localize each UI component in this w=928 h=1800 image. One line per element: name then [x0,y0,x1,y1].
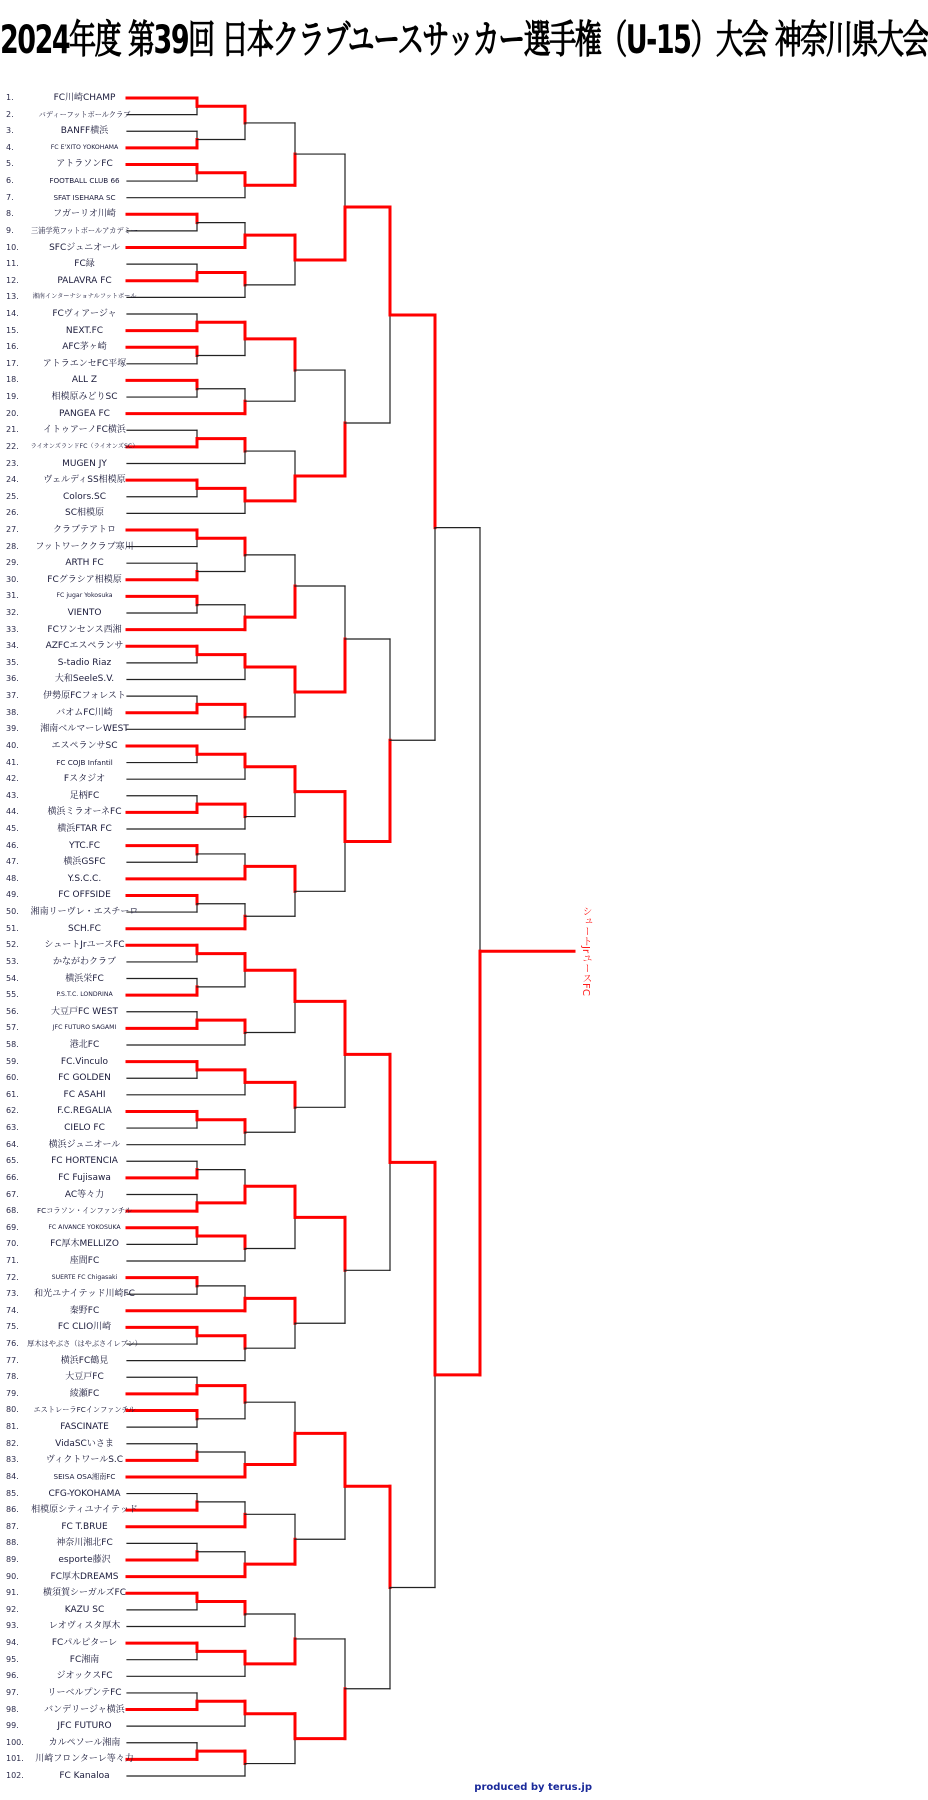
team-name: FCヴィアージャ [52,308,117,319]
team-number: 13. [6,292,19,302]
team-name: FCワンセンス西湘 [47,624,122,635]
team-number: 22. [6,441,19,451]
team-name: AC等々力 [64,1189,105,1200]
team-number: 36. [6,674,19,684]
team-name: NEXT.FC [65,325,104,336]
team-name: FASCINATE [60,1422,109,1433]
team-number: 21. [6,425,19,435]
team-number: 91. [6,1588,19,1598]
team-name: CFG-YOKOHAMA [48,1488,121,1499]
team-number: 33. [6,624,19,634]
team-number: 55. [6,990,19,1000]
team-name: Y.S.C.C. [67,873,102,884]
team-name: 三浦学苑フットボールアカデミー [30,225,139,235]
team-number: 102. [6,1771,24,1780]
team-name: VIENTO [67,608,102,619]
team-name: SC相模原 [65,508,104,519]
team-number: 93. [6,1621,19,1631]
team-name: バディーフットボールクラブ [38,109,131,119]
team-number: 72. [6,1272,19,1282]
team-number: 47. [6,857,19,867]
team-number: 18. [6,375,19,385]
team-name: CIELO FC [64,1123,105,1134]
team-name: 横須賀シーガルズFC [42,1588,126,1599]
team-number: 79. [6,1388,19,1398]
team-name: 大和SeeleS.V. [54,674,115,685]
team-number: 41. [6,757,19,767]
team-name: AZFCエスペランサ [45,641,124,652]
team-name: アトラソンFC [56,159,113,170]
team-number: 89. [6,1555,19,1565]
team-number: 28. [6,541,19,551]
team-name: レオヴィスタ厚木 [48,1621,121,1632]
team-name: 港北FC [69,1039,100,1050]
team-name: クラブテアトロ [52,524,116,535]
team-name: FC jugar Yokosuka [56,592,113,600]
team-name: FCグラシア相模原 [47,574,122,585]
team-number: 40. [6,740,19,750]
team-number: 4. [6,142,14,152]
team-number: 25. [6,491,19,501]
team-name: 川崎フロンターレ等々力 [35,1754,134,1765]
team-number: 38. [6,707,19,717]
team-name: BANFF横浜 [60,126,109,137]
team-number: 53. [6,956,19,966]
team-number: 39. [6,724,19,734]
team-number: 2. [6,109,14,119]
credit-text: produced by terus.jp [474,1782,592,1793]
team-name: P.S.T.C. LONDRINA [56,991,113,999]
team-number: 45. [6,824,19,833]
team-number: 31. [6,591,19,601]
team-name: FC T.BRUE [61,1521,108,1532]
team-number: 94. [6,1638,19,1648]
team-number: 58. [6,1039,19,1049]
team-name: 横浜FTAR FC [57,824,112,834]
team-name: 神奈川湘北FC [56,1538,113,1549]
team-name: FC COJB Infantil [56,757,113,767]
page-title: 2024年度 第39回 日本クラブユースサッカー選手権（U-15）大会 神奈川県大会 [0,18,928,64]
team-number: 78. [6,1372,19,1382]
team-number: 60. [6,1073,19,1083]
team-number: 70. [6,1239,19,1249]
team-name: 大豆戸FC WEST [50,1006,119,1017]
team-number: 23. [6,458,19,468]
team-number: 64. [6,1139,19,1149]
team-number: 34. [6,641,19,651]
team-name: FC CLIO川崎 [57,1322,112,1333]
team-name: 座間FC [69,1255,100,1266]
team-name: 横浜GSFC [63,857,106,868]
team-name: FC OFFSIDE [58,890,111,901]
team-number: 16. [6,342,19,352]
team-name: FC厚木MELLIZO [50,1239,119,1250]
team-number: 74. [6,1305,19,1315]
team-number: 20. [6,408,19,418]
team-name: KAZU SC [64,1604,105,1615]
team-number: 11. [6,259,19,269]
team-number: 14. [6,308,19,318]
team-number: 51. [6,923,19,933]
team-number: 62. [6,1106,19,1116]
team-name: YTC.FC [68,840,101,851]
team-name: SEISA OSA湘南FC [53,1471,116,1481]
team-number: 15. [6,325,19,335]
team-name: 横浜ミラオーネFC [47,807,122,818]
team-name: 相模原シティユナイテッド [31,1505,138,1516]
team-name: ライオンズランドFC（ライオンズSC） [30,442,139,450]
team-number: 1. [6,93,14,102]
team-number: 96. [6,1671,19,1681]
team-name: FC GOLDEN [58,1073,111,1084]
team-name: バンデリージャ横浜 [44,1704,125,1715]
team-name: フガーリオ川崎 [53,209,116,220]
team-name: イトゥアーノFC横浜 [43,425,126,436]
team-name: FC Kanaloa [59,1771,110,1781]
team-number: 59. [6,1056,19,1066]
team-name: アトラエンセFC平塚 [42,358,127,369]
team-name: 大豆戸FC [65,1372,104,1383]
team-number: 86. [6,1505,19,1515]
team-number: 49. [6,890,19,900]
team-name: FCコラソン・インファンチル [37,1206,132,1216]
team-name: 横浜栄FC [65,973,104,984]
team-name: FC HORTENCIA [51,1156,118,1167]
team-number: 29. [6,558,19,568]
team-name: FC E'XITO YOKOHAMA [50,143,119,151]
team-name: F.C.REGALIA [57,1106,112,1117]
team-name: S-tadio Riaz [57,657,112,668]
team-number: 87. [6,1521,19,1531]
team-name: JFC FUTURO [57,1721,112,1732]
team-name: FCパルピターレ [51,1638,118,1649]
team-name: FC川崎CHAMP [53,93,116,103]
team-number: 8. [6,209,14,219]
champion-label: シュートJrユースFC [580,906,591,996]
team-name: 厚木はやぶさ（はやぶさイレブン） [27,1339,142,1349]
team-name: ヴェルディSS相模原 [43,475,126,486]
team-name: FC.Vinculo [60,1056,109,1067]
team-number: 26. [6,508,19,518]
team-number: 24. [6,475,19,485]
team-name: 横浜ジュニオール [48,1139,121,1150]
team-number: 35. [6,657,19,667]
team-number: 37. [6,691,19,701]
team-number: 67. [6,1189,19,1199]
team-name: 横浜FC鶴見 [60,1355,109,1366]
team-name: SCH.FC [68,923,101,934]
team-number: 32. [6,608,19,618]
team-number: 52. [6,940,19,950]
team-name: バオムFC川崎 [56,707,113,718]
team-number: 99. [6,1721,19,1731]
team-name: VidaSCいさま [55,1438,114,1449]
team-number: 84. [6,1471,19,1481]
team-number: 12. [6,275,19,285]
team-number: 44. [6,807,19,817]
team-number: 5. [6,159,14,169]
team-name: エストレーラFCインファンチル [33,1405,136,1415]
team-number: 27. [6,524,19,534]
team-name: FC湘南 [69,1654,100,1665]
team-name: PALAVRA FC [57,275,112,286]
team-name: 綾瀬FC [69,1388,100,1399]
team-number: 6. [6,176,14,186]
team-name: FC緑 [74,259,95,270]
team-number: 65. [6,1156,19,1166]
team-name: SUERTE FC Chigasaki [51,1273,118,1281]
team-number: 77. [6,1355,19,1365]
team-number: 10. [6,242,19,252]
team-name: ARTH FC [65,558,104,569]
team-name: MUGEN JY [62,458,107,469]
team-number: 98. [6,1704,19,1714]
team-name: esporte藤沢 [58,1555,111,1566]
team-number: 80. [6,1405,19,1415]
team-number: 56. [6,1006,19,1016]
team-number: 50. [6,907,19,917]
team-name: シュートJrユースFC [44,940,125,951]
team-name: カルペソール湘南 [48,1737,121,1748]
team-name: かながわクラブ [52,956,116,967]
team-name: 湘南ベルマーレWEST [40,724,129,735]
team-name: JFC FUTURO SAGAMI [52,1024,117,1032]
team-number: 42. [6,774,19,784]
team-number: 63. [6,1123,19,1133]
team-number: 85. [6,1488,19,1498]
team-name: AFC茅ヶ崎 [62,342,107,353]
team-number: 43. [6,790,19,800]
team-number: 73. [6,1289,19,1299]
team-name: SFAT ISEHARA SC [53,192,116,202]
team-number: 57. [6,1023,19,1033]
team-number: 54. [6,973,19,983]
team-name: 和光ユナイテッド川崎FC [34,1289,135,1300]
team-number: 75. [6,1322,19,1332]
team-number: 17. [6,358,19,368]
team-number: 82. [6,1438,19,1448]
team-number: 88. [6,1538,19,1548]
team-name: 秦野FC [69,1305,100,1316]
team-number: 68. [6,1206,19,1216]
team-number: 100. [6,1737,24,1747]
team-name: FC ASAHI [63,1089,106,1100]
team-number: 9. [6,225,14,235]
team-name: 足柄FC [69,790,100,801]
team-number: 19. [6,392,19,402]
team-number: 76. [6,1339,19,1349]
team-name: 伊勢原FCフォレスト [43,691,126,702]
team-number: 83. [6,1455,19,1465]
team-name: FC AIVANCE YOKOSUKA [48,1223,121,1231]
team-name: PANGEA FC [59,408,110,419]
team-number: 90. [6,1571,19,1581]
team-number: 95. [6,1654,19,1664]
team-number: 81. [6,1422,19,1432]
team-number: 101. [6,1754,24,1764]
team-number: 97. [6,1687,19,1697]
team-number: 69. [6,1222,19,1232]
team-number: 71. [6,1255,19,1265]
team-name: フットワーククラブ寒川 [35,541,134,552]
team-name: エスペランサSC [51,740,118,751]
team-number: 66. [6,1172,19,1182]
team-name: 湘南インターナショナルフットボール [32,293,137,301]
team-number: 92. [6,1604,19,1614]
team-number: 7. [6,192,14,202]
team-name: FC Fujisawa [58,1172,111,1183]
team-name: SFCジュニオール [49,242,120,253]
team-name: FC厚木DREAMS [50,1571,119,1582]
team-name: リーベルプンテFC [47,1687,122,1698]
team-number: 46. [6,840,19,850]
team-number: 48. [6,873,19,883]
team-name: ヴィクトワールS.C [45,1455,124,1466]
team-name: ジオックスFC [56,1671,113,1682]
team-name: 相模原みどりSC [51,392,118,403]
team-name: ALL Z [71,375,98,386]
team-name: Fスタジオ [63,774,106,785]
team-name: FOOTBALL CLUB 66 [49,176,120,186]
team-number: 61. [6,1089,19,1099]
team-number: 3. [6,126,14,136]
team-number: 30. [6,574,19,584]
team-name: Colors.SC [62,491,107,502]
team-name: 湘南リーヴレ・エスチーロ [30,907,139,918]
